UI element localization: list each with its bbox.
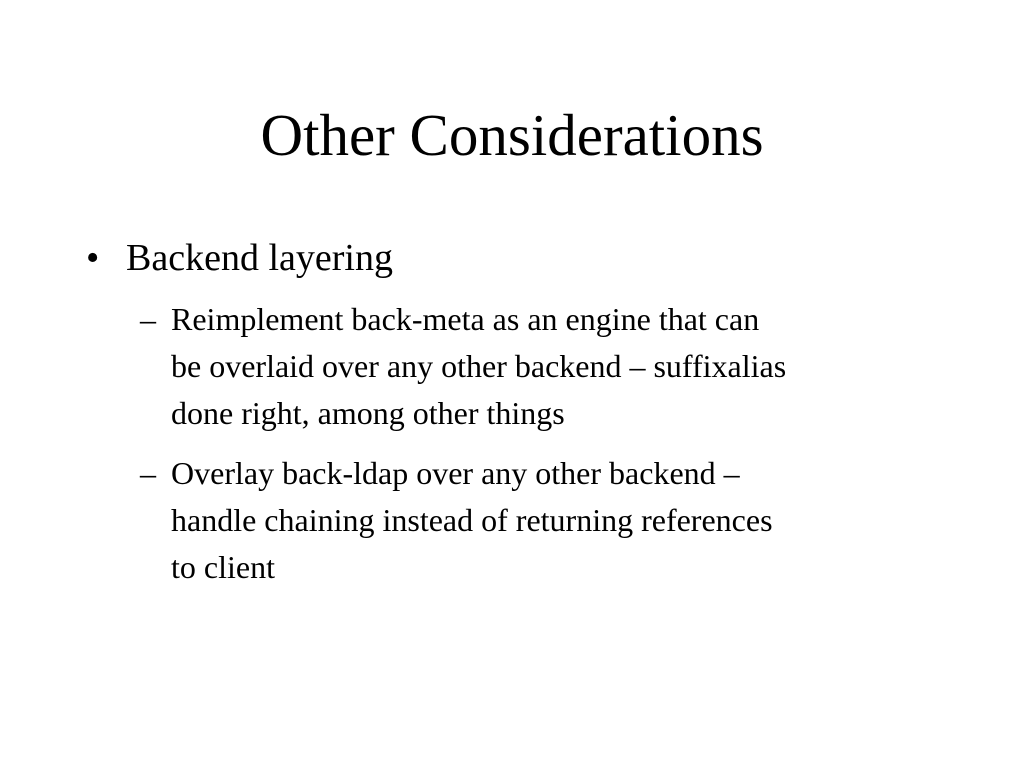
sub-bullet-line: handle chaining instead of returning references: [171, 502, 773, 538]
sub-bullet-line: Overlay back-ldap over any other backend –: [171, 455, 740, 491]
bullet-text: Backend layering: [126, 237, 393, 279]
sub-bullet-dash: –: [140, 301, 156, 337]
sub-bullet-line: done right, among other things: [171, 395, 565, 431]
sub-bullet-dash: –: [140, 455, 156, 491]
sub-bullet-line: to client: [171, 549, 275, 585]
slide-title: Other Considerations: [260, 102, 764, 168]
sub-bullet-reimplement-back-meta: [140, 296, 940, 437]
sub-bullet-line: be overlaid over any other backend – suffixalias: [171, 348, 787, 384]
bullet-item-backend-layering: [86, 233, 393, 283]
sub-bullet-overlay-back-ldap: [140, 450, 940, 591]
sub-bullet-line: Reimplement back-meta as an engine that can: [171, 301, 760, 337]
bullet-marker: •: [86, 237, 100, 279]
